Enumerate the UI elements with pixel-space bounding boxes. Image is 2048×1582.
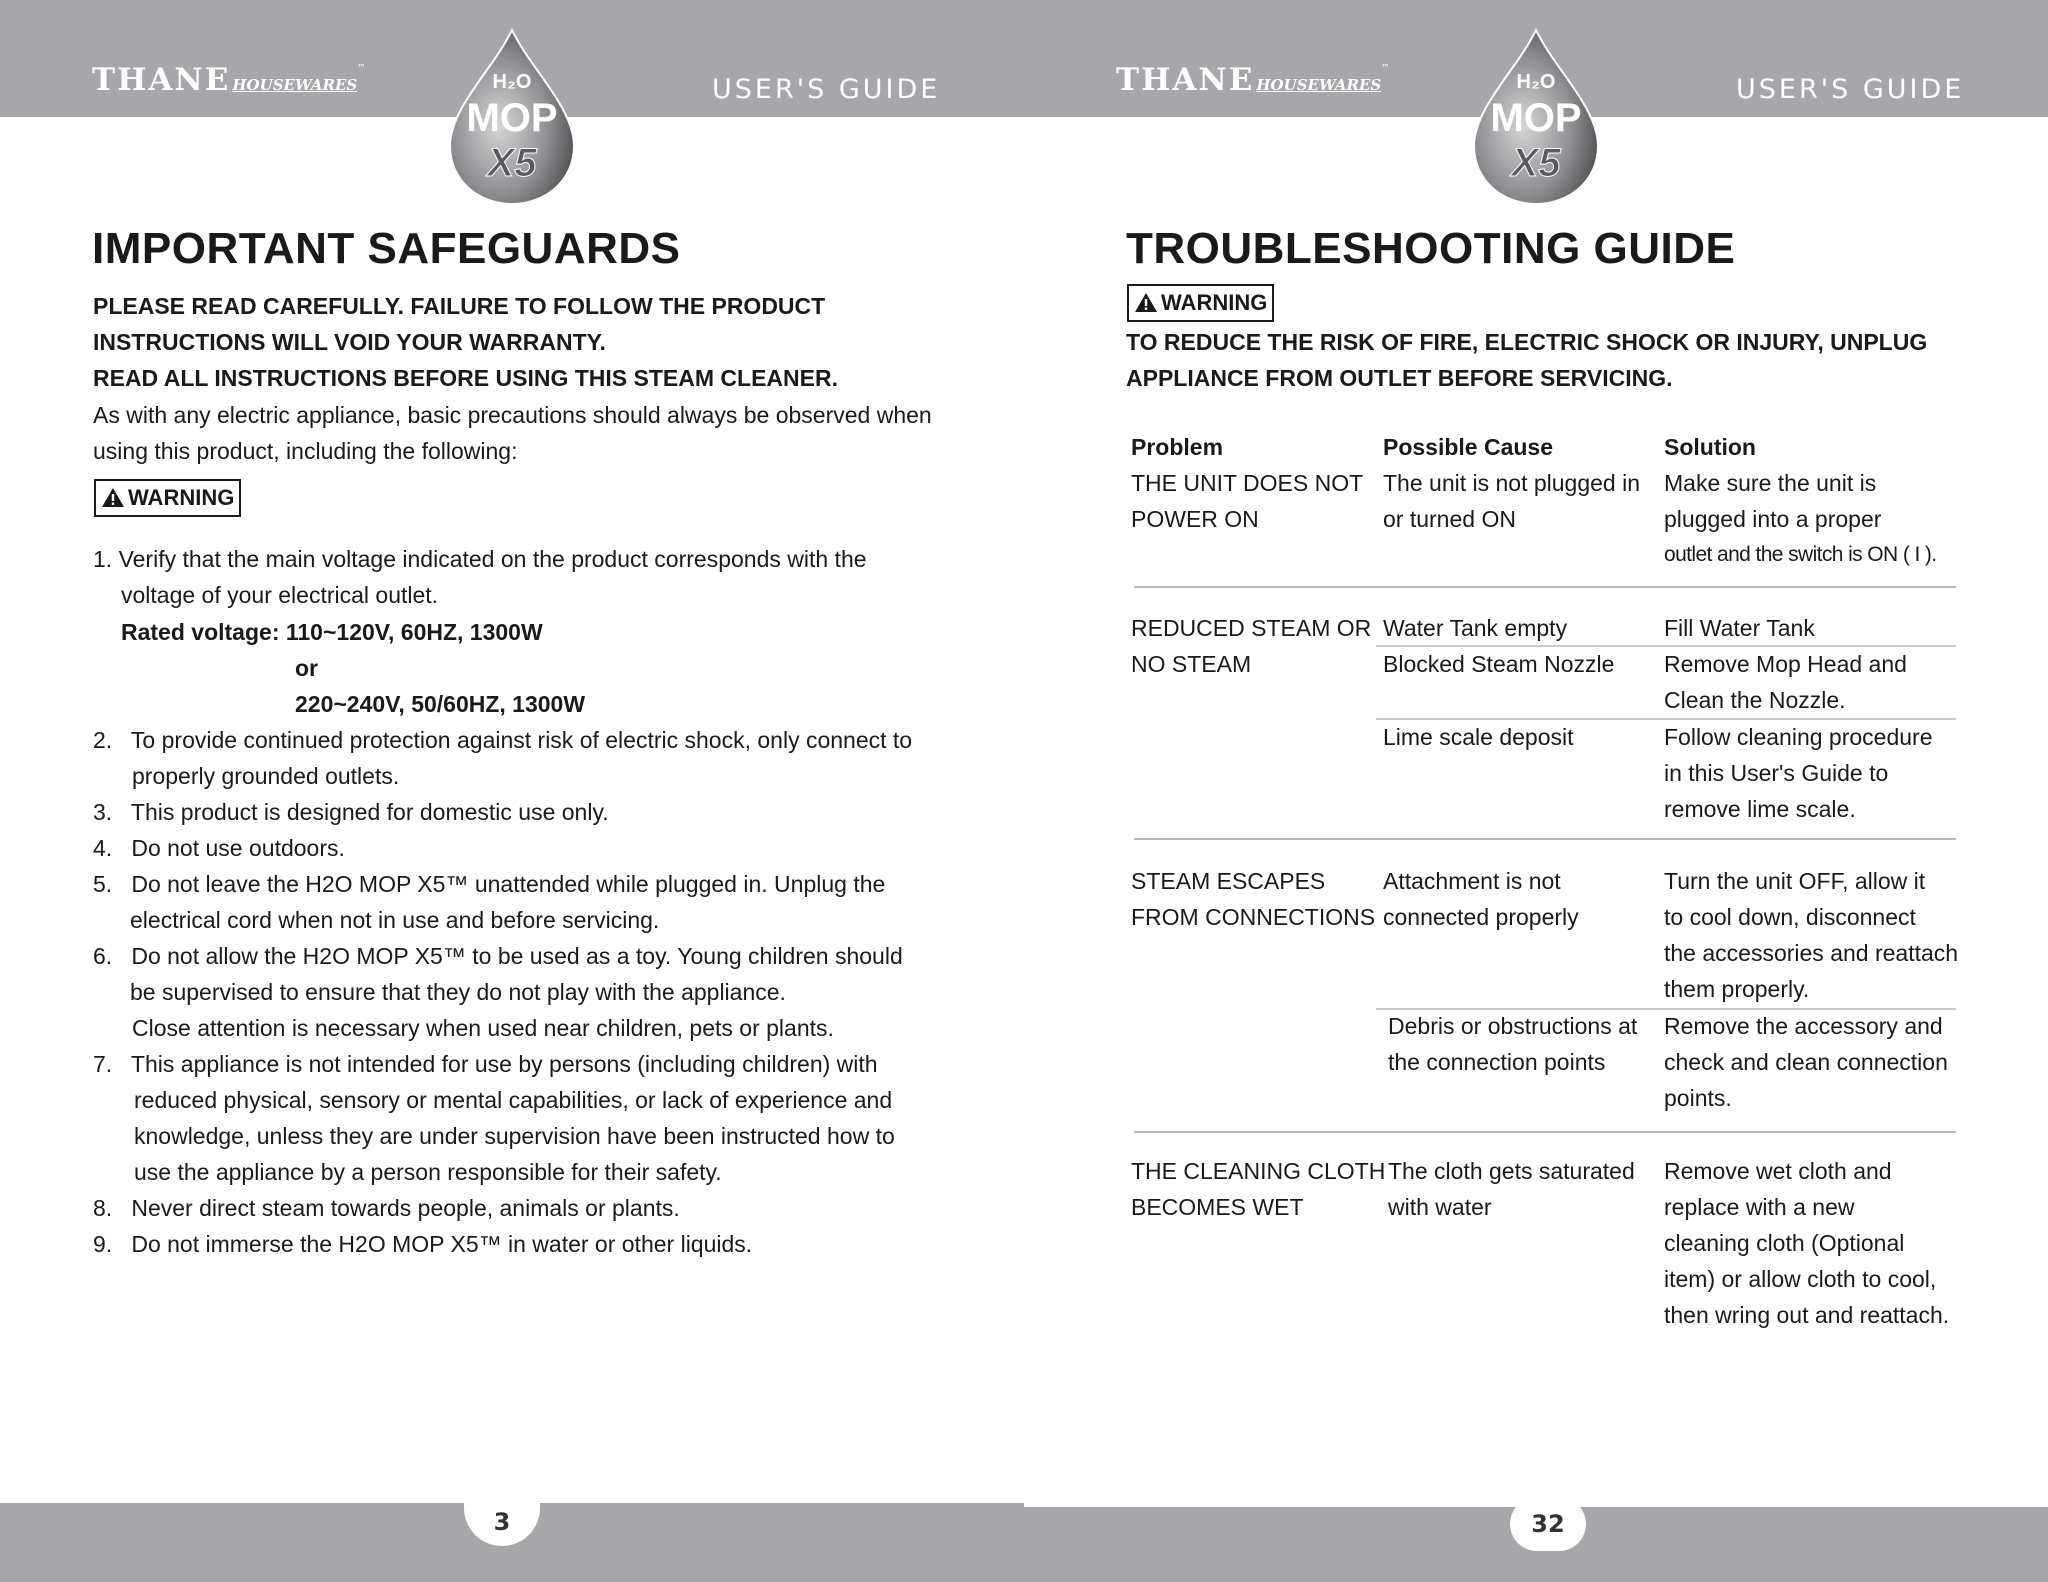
problem-text: THE CLEANING CLOTH: [1131, 1158, 1386, 1184]
rated-voltage-2: 220~240V, 50/60HZ, 1300W: [295, 691, 586, 717]
cause-text: the connection points: [1388, 1049, 1606, 1075]
safeguard-item: electrical cord when not in use and before servicing.: [130, 907, 660, 933]
h2o-mop-x5-logo-right: [1468, 28, 1604, 206]
solution-text: outlet and the switch is ON ( I ).: [1664, 543, 1937, 566]
intro-text-line: using this product, including the following:: [93, 438, 518, 464]
warning-text: WARNING: [1161, 290, 1268, 315]
solution-text: Remove wet cloth and: [1664, 1158, 1892, 1184]
row-divider: [1134, 838, 1956, 840]
solution-text: remove lime scale.: [1664, 796, 1856, 822]
users-guide-title-right: USER'S GUIDE: [1736, 74, 1965, 105]
users-guide-title-left: USER'S GUIDE: [712, 74, 941, 105]
safeguard-item: reduced physical, sensory or mental capabilities, or lack of experience and: [134, 1087, 893, 1113]
brand-tm: ™: [1381, 62, 1390, 72]
safeguard-item: 1. Verify that the main voltage indicated on the product corresponds with the: [93, 546, 867, 572]
solution-text: plugged into a proper: [1664, 506, 1882, 532]
cause-text: connected properly: [1383, 904, 1579, 930]
col-header-solution: Solution: [1664, 434, 1756, 460]
solution-text: Remove the accessory and: [1664, 1013, 1943, 1039]
warning-triangle-icon: [1134, 292, 1158, 313]
cause-text: with water: [1388, 1194, 1492, 1220]
warning-statement: TO REDUCE THE RISK OF FIRE, ELECTRIC SHOCK OR INJURY, UNPLUG: [1126, 329, 1928, 355]
safeguard-item: 8. Never direct steam towards people, animals or plants.: [93, 1195, 680, 1221]
cause-text: Blocked Steam Nozzle: [1383, 651, 1615, 677]
rated-voltage-or: or: [295, 655, 318, 681]
solution-text: replace with a new: [1664, 1194, 1855, 1220]
cause-text: Debris or obstructions at: [1388, 1013, 1638, 1039]
logo-top-text: H₂O: [1516, 71, 1556, 93]
cause-text: The unit is not plugged in: [1383, 470, 1641, 496]
cause-text: The cloth gets saturated: [1388, 1158, 1635, 1184]
safeguard-item: properly grounded outlets.: [132, 763, 400, 789]
row-divider: [1134, 1131, 1956, 1133]
solution-text: Make sure the unit is: [1664, 470, 1877, 496]
solution-text: item) or allow cloth to cool,: [1664, 1266, 1937, 1292]
solution-text: cleaning cloth (Optional: [1664, 1230, 1905, 1256]
logo-mid-text: MOP: [1490, 96, 1582, 140]
intro-bold-line: PLEASE READ CAREFULLY. FAILURE TO FOLLOW THE PRODUCT: [93, 293, 826, 319]
problem-text: BECOMES WET: [1131, 1194, 1304, 1220]
problem-text: NO STEAM: [1131, 651, 1252, 677]
logo-bot-text: X5: [487, 141, 537, 185]
problem-text: FROM CONNECTIONS: [1131, 904, 1376, 930]
brand-name: THANE: [92, 62, 231, 98]
safeguard-item: Close attention is necessary when used near children, pets or plants.: [132, 1015, 834, 1041]
troubleshooting-heading: TROUBLESHOOTING GUIDE: [1126, 224, 1736, 273]
safeguard-item: 3. This product is designed for domestic use only.: [93, 799, 609, 825]
intro-bold-line: INSTRUCTIONS WILL VOID YOUR WARRANTY.: [93, 329, 606, 355]
warning-statement: APPLIANCE FROM OUTLET BEFORE SERVICING.: [1126, 365, 1673, 391]
logo-top-text: H₂O: [492, 71, 532, 93]
col-header-cause: Possible Cause: [1383, 434, 1554, 460]
rated-voltage-1: Rated voltage: 110~120V, 60HZ, 1300W: [121, 619, 543, 645]
warning-label-left: [94, 479, 241, 517]
solution-text: check and clean connection: [1664, 1049, 1948, 1075]
h2o-mop-x5-logo-left: [444, 28, 580, 206]
cause-text: Water Tank empty: [1383, 615, 1568, 641]
safeguard-item: 6. Do not allow the H2O MOP X5™ to be used as a toy. Young children should: [93, 943, 903, 969]
problem-text: STEAM ESCAPES: [1131, 868, 1326, 894]
problem-text: POWER ON: [1131, 506, 1259, 532]
row-divider: [1134, 586, 1956, 588]
cause-text: or turned ON: [1383, 506, 1516, 532]
solution-text: Remove Mop Head and: [1664, 651, 1907, 677]
safeguard-item: 5. Do not leave the H2O MOP X5™ unattended while plugged in. Unplug the: [93, 871, 886, 897]
solution-text: to cool down, disconnect: [1664, 904, 1916, 930]
safeguard-item: be supervised to ensure that they do not play with the appliance.: [130, 979, 786, 1005]
problem-text: THE UNIT DOES NOT: [1131, 470, 1364, 496]
safeguard-item: 4. Do not use outdoors.: [93, 835, 345, 861]
warning-triangle-icon: [101, 487, 125, 508]
page-number-left: 3: [464, 1502, 540, 1546]
col-header-problem: Problem: [1131, 434, 1224, 460]
brand-logo-right: [1116, 62, 1389, 98]
solution-text: in this User's Guide to: [1664, 760, 1889, 786]
logo-mid-text: MOP: [466, 96, 558, 140]
brand-sub: HOUSEWARES: [232, 76, 358, 94]
intro-text-line: As with any electric appliance, basic precautions should always be observed when: [93, 402, 932, 428]
solution-text: them properly.: [1664, 976, 1810, 1002]
solution-text: Clean the Nozzle.: [1664, 687, 1846, 713]
warning-text: WARNING: [128, 485, 235, 510]
solution-text: Turn the unit OFF, allow it: [1664, 868, 1926, 894]
solution-text: the accessories and reattach: [1664, 940, 1959, 966]
page-number-right: 32: [1510, 1497, 1586, 1551]
brand-name: THANE: [1116, 62, 1255, 98]
solution-text: then wring out and reattach.: [1664, 1302, 1950, 1328]
solution-text: Follow cleaning procedure: [1664, 724, 1933, 750]
safeguard-item: 9. Do not immerse the H2O MOP X5™ in water or other liquids.: [93, 1231, 753, 1257]
safeguard-item: knowledge, unless they are under supervision have been instructed how to: [134, 1123, 895, 1149]
brand-sub: HOUSEWARES: [1256, 76, 1382, 94]
safeguard-item: use the appliance by a person responsible for their safety.: [134, 1159, 722, 1185]
logo-bot-text: X5: [1511, 141, 1561, 185]
brand-logo-left: [92, 62, 365, 98]
solution-text: Fill Water Tank: [1664, 615, 1815, 641]
cause-text: Lime scale deposit: [1383, 724, 1574, 750]
solution-text: points.: [1664, 1085, 1732, 1111]
warning-label-right: [1127, 284, 1274, 322]
intro-bold-line: READ ALL INSTRUCTIONS BEFORE USING THIS STEAM CLEANER.: [93, 365, 838, 391]
safeguards-heading: IMPORTANT SAFEGUARDS: [92, 224, 681, 273]
safeguard-item: 2. To provide continued protection against risk of electric shock, only connect to: [93, 727, 913, 753]
safeguard-item: 7. This appliance is not intended for use by persons (including children) with: [93, 1051, 878, 1077]
cause-text: Attachment is not: [1383, 868, 1561, 894]
safeguard-item: voltage of your electrical outlet.: [121, 582, 439, 608]
problem-text: REDUCED STEAM OR: [1131, 615, 1372, 641]
brand-tm: ™: [357, 62, 366, 72]
